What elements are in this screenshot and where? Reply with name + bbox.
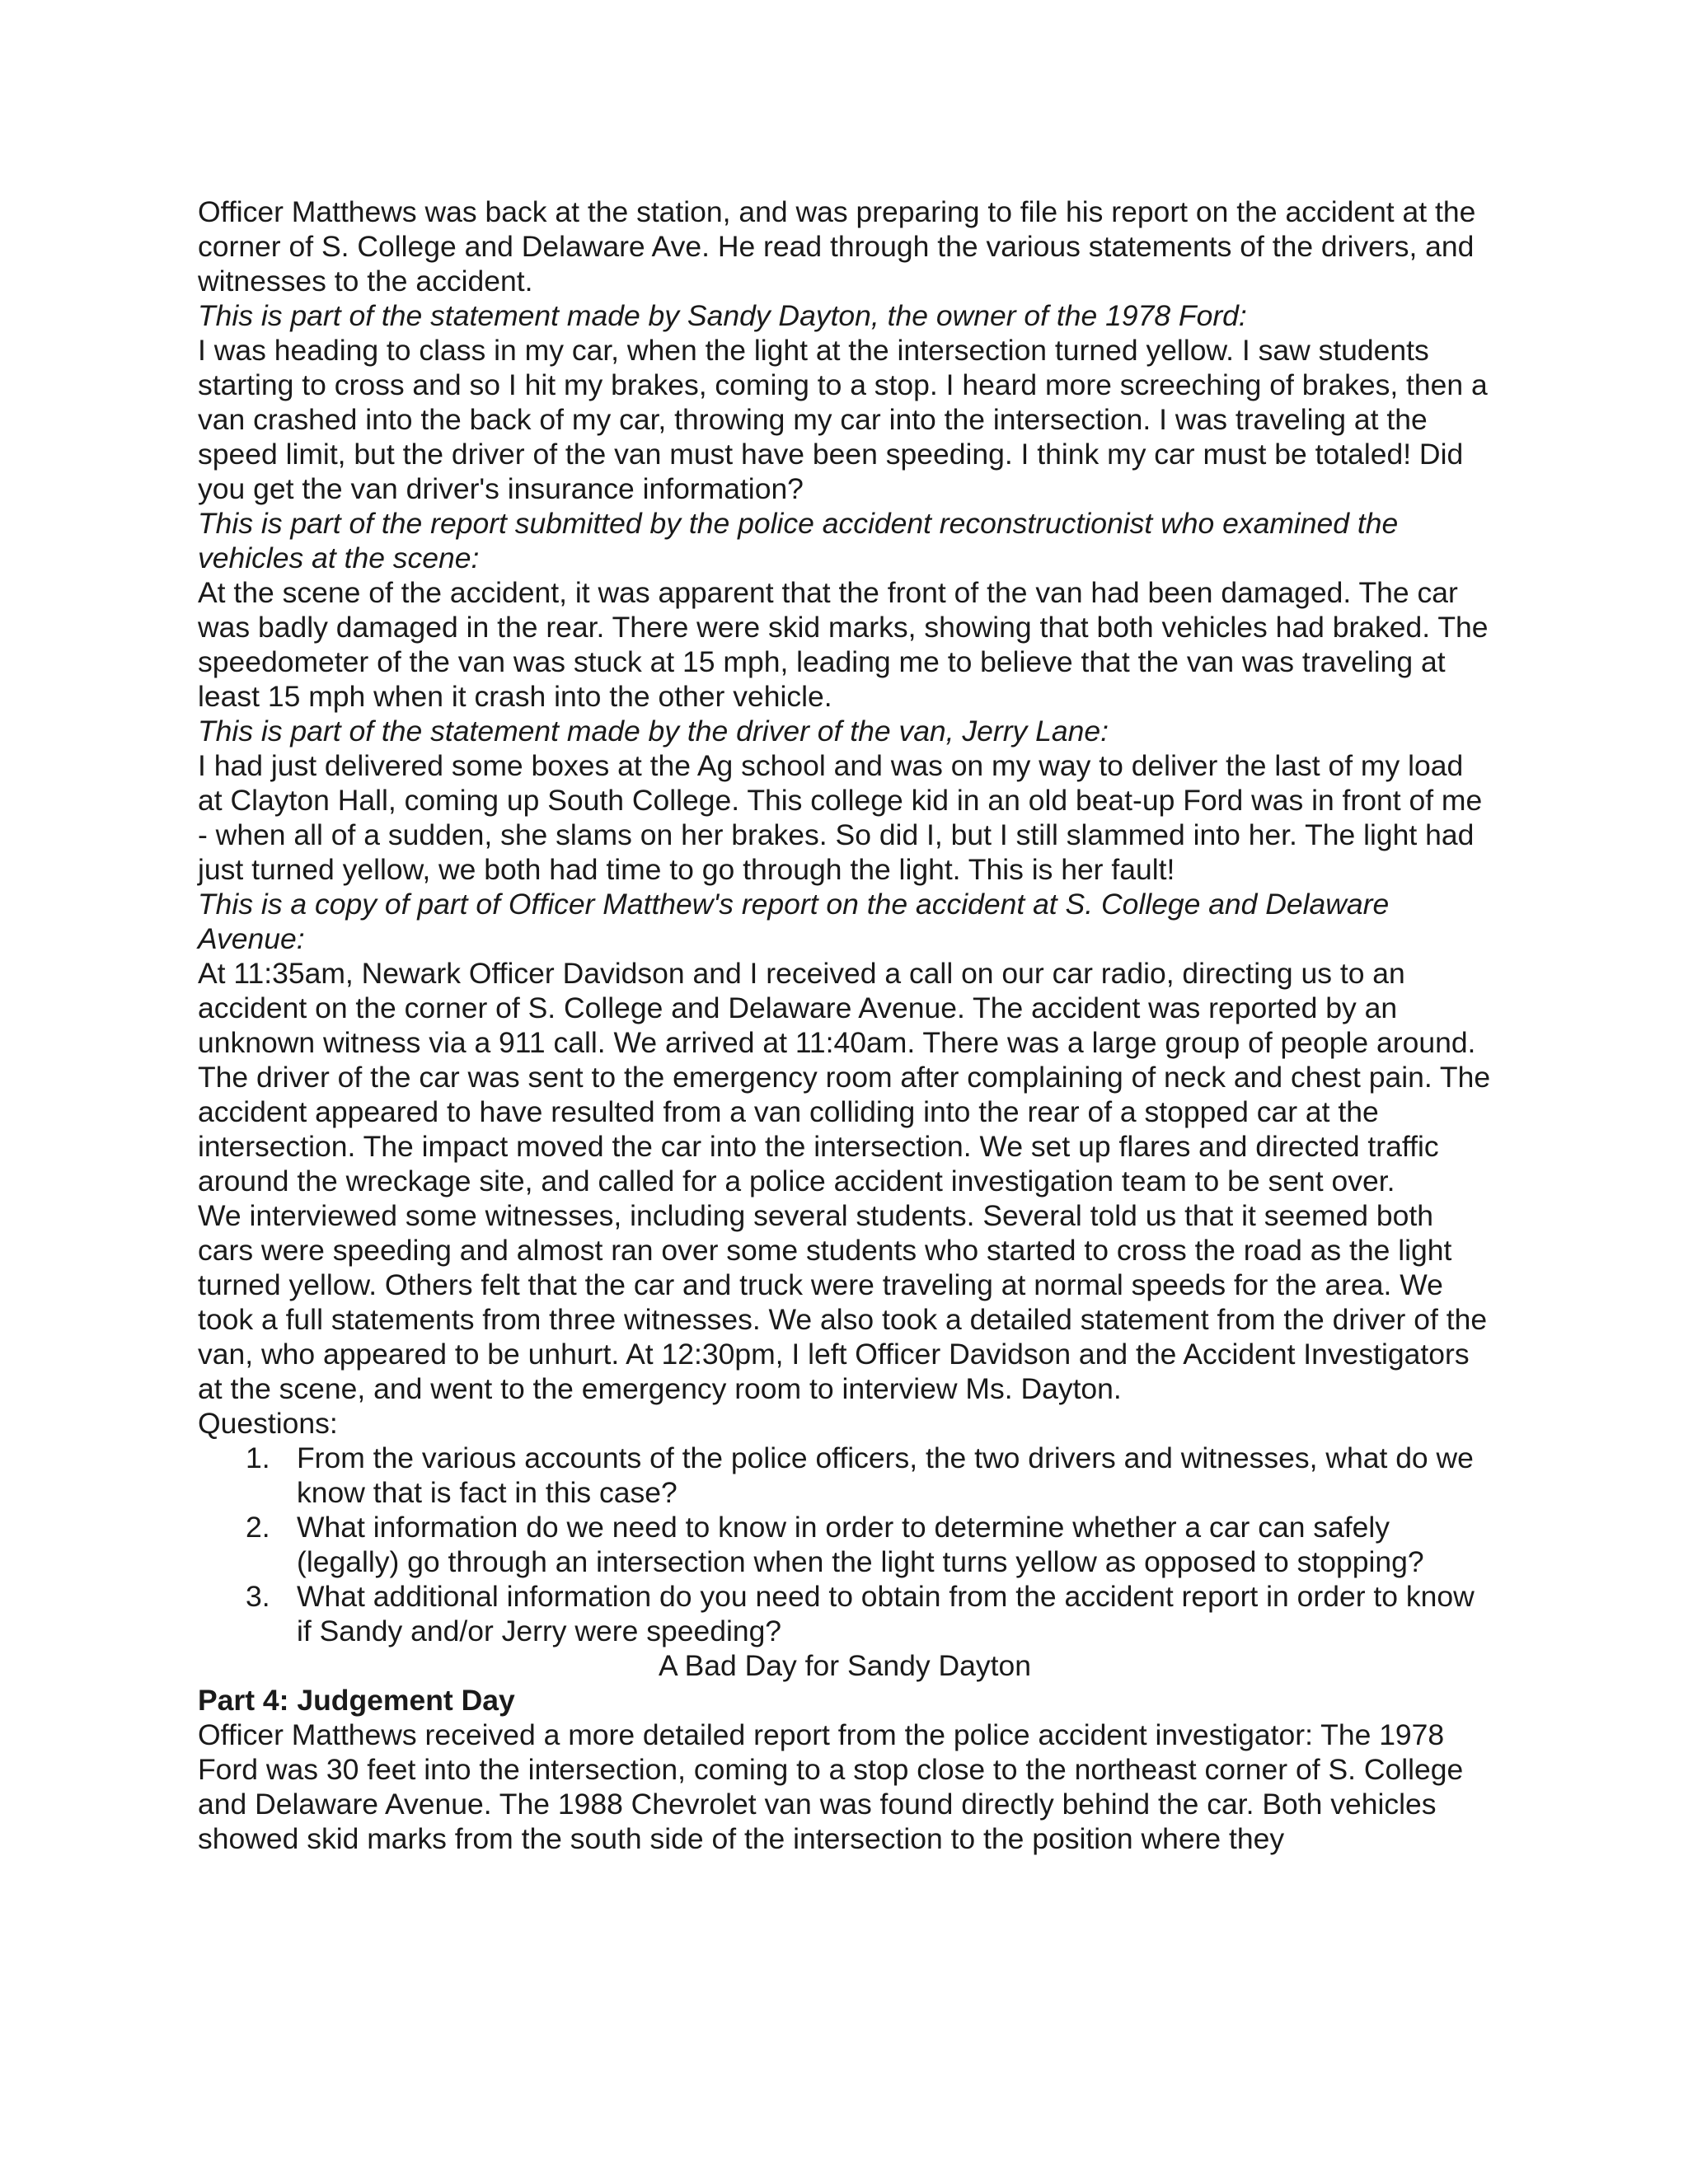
question-number: 1.	[246, 1441, 270, 1474]
document-body	[198, 194, 1492, 1856]
question-number: 3.	[246, 1580, 270, 1613]
dayton-statement: I was heading to class in my car, when the light at the intersection turned yellow. I saw students starting to cross and so I hit my brakes, coming to a stop. I heard more screeching of brakes, then a van crashed into the back of my car, throwing my car into the intersection. I was traveling at the speed limit, but the driver of the van must have been speeding. I think my car must be totaled! Did you get the van driver's insurance information?	[198, 334, 1488, 505]
reconstruction-report-label: This is part of the report submitted by the police accident reconstructionist who examined the vehicles at the scene:	[198, 507, 1399, 574]
lane-statement: I had just delivered some boxes at the Ag school and was on my way to deliver the last of my load at Clayton Hall, coming up South College. This college kid in an old beat-up Ford was in front of me - when all of a sudden, she slams on her brakes. So did I, but I still slammed into her. The light had just turned yellow, we both had time to go through the light. This is her fault!	[198, 749, 1483, 886]
question-text: What information do we need to know in order to determine whether a car can safely (legally) go through an intersection when the light turns yellow as opposed to stopping?	[297, 1511, 1424, 1578]
part4-paragraph: Officer Matthews received a more detailed report from the police accident investigator: The 1978 Ford was 30 feet into the intersection, coming to a stop close to the northeast corner of S. College and Delaware Avenue. The 1988 Chevrolet van was found directly behind the car. Both vehicles showed skid marks from the south side of the intersection to the position where they	[198, 1718, 1464, 1855]
matthews-report-paragraph-1: At 11:35am, Newark Officer Davidson and I received a call on our car radio, directing us to an accident on the corner of S. College and Delaware Avenue. The accident was reported by an unknown witness via a 911 call. We arrived at 11:40am. There was a large group of people around. The driver of the car was sent to the emergency room after complaining of neck and chest pain. The accident appeared to have resulted from a van colliding into the rear of a stopped car at the intersection. The impact moved the car into the intersection. We set up flares and directed traffic around the wreckage site, and called for a police accident investigation team to be sent over.	[198, 957, 1491, 1197]
question-item	[246, 1579, 1492, 1648]
matthews-report-label: This is a copy of part of Officer Matthew's report on the accident at S. College and Delaware Avenue:	[198, 888, 1390, 955]
intro-paragraph: Officer Matthews was back at the station, and was preparing to file his report on the accident at the corner of S. College and Delaware Ave. He read through the various statements of the drivers, and witnesses to the accident.	[198, 195, 1476, 298]
question-number: 2.	[246, 1511, 270, 1544]
question-item	[246, 1510, 1492, 1579]
question-text: What additional information do you need to obtain from the accident report in order to know if Sandy and/or Jerry were speeding?	[297, 1580, 1475, 1647]
reconstruction-report: At the scene of the accident, it was apparent that the front of the van had been damaged. The car was badly damaged in the rear. There were skid marks, showing that both vehicles had braked. The speedometer of the van was stuck at 15 mph, leading me to believe that the van was traveling at least 15 mph when it crash into the other vehicle.	[198, 576, 1489, 713]
matthews-report-paragraph-2: We interviewed some witnesses, including several students. Several told us that it seemed both cars were speeding and almost ran over some students who started to cross the road as the light turned yellow. Others felt that the car and truck were traveling at normal speeds for the area. We took a full statements from three witnesses. We also took a detailed statement from the driver of the van, who appeared to be unhurt. At 12:30pm, I left Officer Davidson and the Accident Investigators at the scene, and went to the emergency room to interview Ms. Dayton.	[198, 1199, 1488, 1405]
questions-list	[198, 1441, 1492, 1648]
question-item	[246, 1441, 1492, 1510]
section-subtitle: A Bad Day for Sandy Dayton	[659, 1649, 1031, 1682]
questions-heading: Questions:	[198, 1407, 338, 1440]
part-heading: Part 4: Judgement Day	[198, 1684, 515, 1717]
question-text: From the various accounts of the police officers, the two drivers and witnesses, what do we know that is fact in this case?	[297, 1441, 1474, 1509]
lane-statement-label: This is part of the statement made by the driver of the van, Jerry Lane:	[198, 715, 1109, 748]
dayton-statement-label: This is part of the statement made by Sandy Dayton, the owner of the 1978 Ford:	[198, 299, 1247, 332]
